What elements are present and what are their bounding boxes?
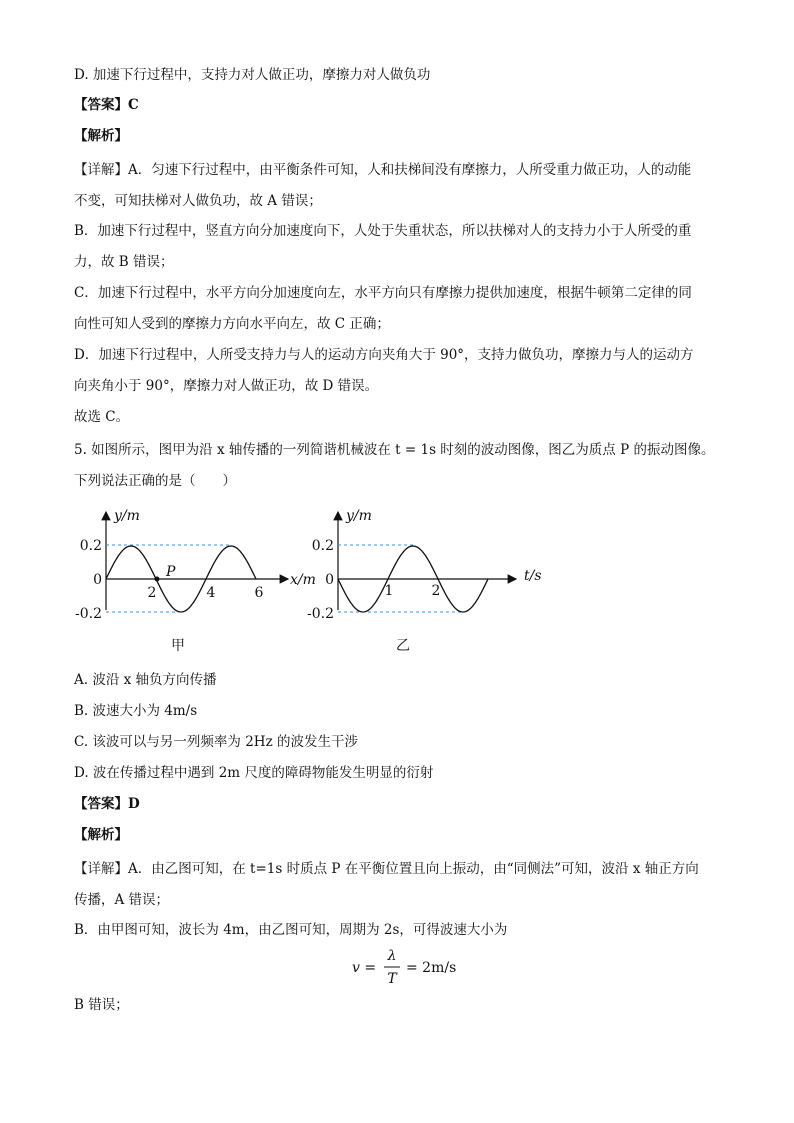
conclusion-line: 故选 C。 [74, 409, 130, 425]
option-d-q4: D. 加速下行过程中，支持力对人做正功，摩擦力对人做负功 [74, 67, 431, 83]
x-axis-label: x/m [290, 572, 316, 588]
y-tick: 0.2 [79, 538, 102, 554]
question-5-stem: 5. 如图所示，图甲为沿 x 轴传播的一列简谐机械波在 t = 1s 时刻的波动图像，图乙为质点 P 的振动图像。 [74, 442, 715, 458]
y-tick: 0 [325, 572, 334, 588]
analysis-heading-q4: 【解析】 [74, 128, 128, 144]
formula-denominator: T [387, 971, 397, 987]
formula-numerator: λ [387, 948, 397, 964]
explanation-line: 【详解】A．匀速下行过程中，由平衡条件可知，人和扶梯间没有摩擦力，人所受重力做正功，人的动能 [74, 162, 692, 178]
y-tick: 0 [93, 572, 102, 588]
explanation-line: C．加速下行过程中，水平方向分加速度向左，水平方向只有摩擦力提供加速度，根据牛顿第二定律的同 [74, 285, 692, 301]
explanation-line: B 错误； [74, 997, 129, 1013]
formula-rhs: = 2m/s [406, 960, 457, 976]
point-p [155, 577, 160, 582]
point-p-label: P [166, 564, 176, 580]
formula-lhs: v = [352, 960, 377, 976]
wave-figures [70, 500, 542, 660]
t-tick: 1 [384, 583, 394, 599]
x-tick: 4 [206, 585, 216, 601]
graph-jia [75, 508, 316, 654]
y-axis-label: y/m [346, 508, 372, 524]
explanation-line: 力，故 B 错误； [74, 254, 174, 270]
t-axis-label: t/s [524, 568, 542, 584]
explanation-line: D．加速下行过程中，人所受支持力与人的运动方向夹角大于 90°，支持力做负功，摩擦力与人的运动方 [74, 347, 694, 363]
option-c: C. 该波可以与另一列频率为 2Hz 的波发生干涉 [74, 734, 358, 750]
t-tick: 2 [431, 583, 441, 599]
wave-speed-formula [352, 945, 472, 987]
explanation-line: 传播，A 错误； [74, 892, 170, 908]
x-tick: 2 [147, 585, 157, 601]
explanation-line: 不变，可知扶梯对人做负功，故 A 错误； [74, 193, 322, 209]
explanation-line: 向夹角小于 90°，摩擦力对人做正功，故 D 错误。 [74, 378, 379, 394]
y-tick: -0.2 [75, 606, 102, 622]
answer-q5: 【答案】D [74, 796, 140, 812]
figure-caption: 乙 [396, 638, 410, 654]
y-tick: -0.2 [307, 606, 334, 622]
explanation-line: B．由甲图可知，波长为 4m，由乙图可知，周期为 2s，可得波速大小为 [74, 922, 508, 938]
option-a: A. 波沿 x 轴负方向传播 [74, 672, 217, 688]
option-d: D. 波在传播过程中遇到 2m 尺度的障碍物能发生明显的衍射 [74, 765, 434, 781]
option-b: B. 波速大小为 4m/s [74, 703, 198, 719]
graph-yi [307, 508, 542, 654]
analysis-heading-q5: 【解析】 [74, 827, 128, 843]
y-tick: 0.2 [311, 538, 334, 554]
question-5-prompt: 下列说法正确的是（ ） [74, 473, 236, 489]
figure-caption: 甲 [171, 638, 185, 654]
explanation-line: 向性可知人受到的摩擦力方向水平向左，故 C 正确； [74, 316, 390, 332]
explanation-line: B．加速下行过程中，竖直方向分加速度向下，人处于失重状态，所以扶梯对人的支持力小于人所受的重 [74, 223, 692, 239]
explanation-line: 【详解】A．由乙图可知，在 t=1s 时质点 P 在平衡位置且向上振动，由“同侧法”可知，波沿 x 轴正方向 [74, 861, 699, 877]
x-tick: 6 [254, 585, 264, 601]
answer-q4: 【答案】C [74, 97, 139, 113]
y-axis-label: y/m [114, 508, 140, 524]
